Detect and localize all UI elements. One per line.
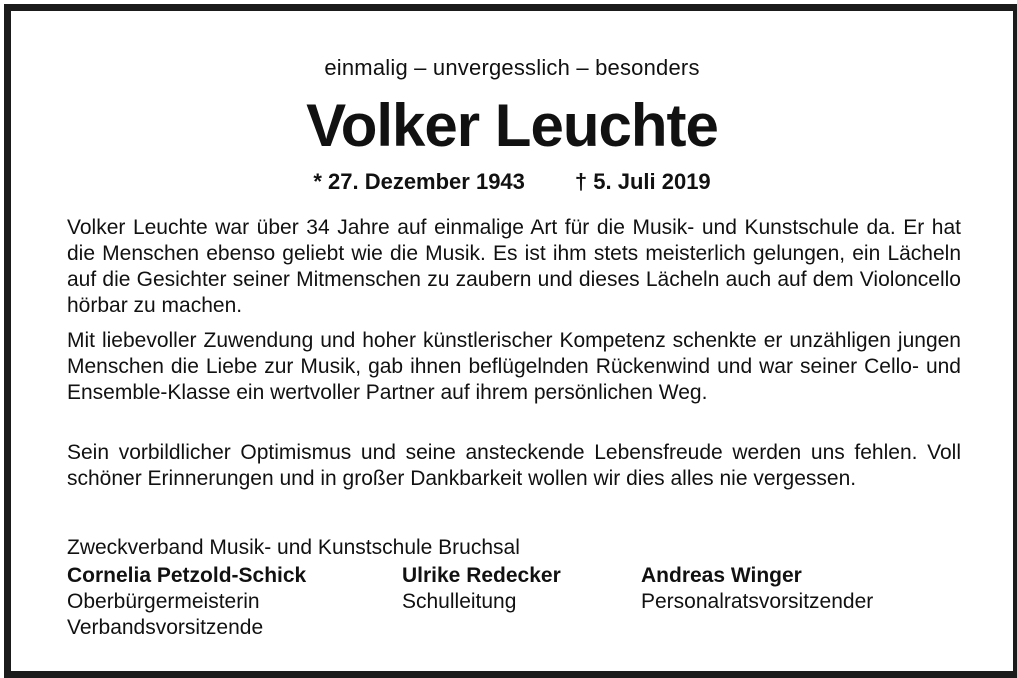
life-dates: [11, 169, 1013, 195]
notice-frame: [4, 4, 1017, 678]
signer-name: Andreas Winger: [641, 564, 802, 587]
notice-content: [11, 11, 1013, 671]
paragraph-2: Mit liebevoller Zuwendung und hoher künstlerischer Kompetenz schenkte er unzähligen jungen Menschen die Liebe zur Musik, gab ihnen beflügelnden Rückenwind und war seiner Cello- und Ensemble-Klasse ein wertvoller Partner auf ihrem persönlichen Weg.: [67, 329, 961, 404]
signer-name: Cornelia Petzold-Schick: [67, 564, 307, 587]
birth-date: * 27. Dezember 1943: [313, 169, 525, 194]
signer-role: Schulleitung: [402, 590, 517, 613]
signer-role-secondary: Verbandsvorsitzende: [67, 616, 264, 639]
organization: Zweckverband Musik- und Kunstschule Bruchsal: [67, 536, 520, 559]
signer-role: Oberbürgermeisterin: [67, 590, 260, 613]
deceased-name: Volker Leuchte: [306, 92, 718, 159]
signer-2: [402, 563, 561, 615]
signer-role: Personalratsvorsitzender: [641, 590, 874, 613]
death-date: † 5. Juli 2019: [574, 169, 711, 194]
paragraph-1: Volker Leuchte war über 34 Jahre auf einmalige Art für die Musik- und Kunstschule da. Er hat die Menschen ebenso geliebt wie die Musik. Es ist ihm stets meisterlich gelungen, ein Lächeln auf die Gesichter seiner Mitmenschen zu zaubern und dieses Lächeln auch auf dem Violoncello hörbar zu machen.: [67, 216, 961, 317]
signer-name: Ulrike Redecker: [402, 564, 561, 587]
paragraph-3: Sein vorbildlicher Optimismus und seine ansteckende Lebensfreude werden uns fehlen. Voll schöner Erinnerungen und in großer Dankbarkeit wollen wir dies alles nie vergessen.: [67, 441, 961, 490]
signer-1: [67, 563, 306, 641]
signer-3: [641, 563, 873, 615]
tagline: einmalig – unvergesslich – besonders: [324, 55, 700, 80]
